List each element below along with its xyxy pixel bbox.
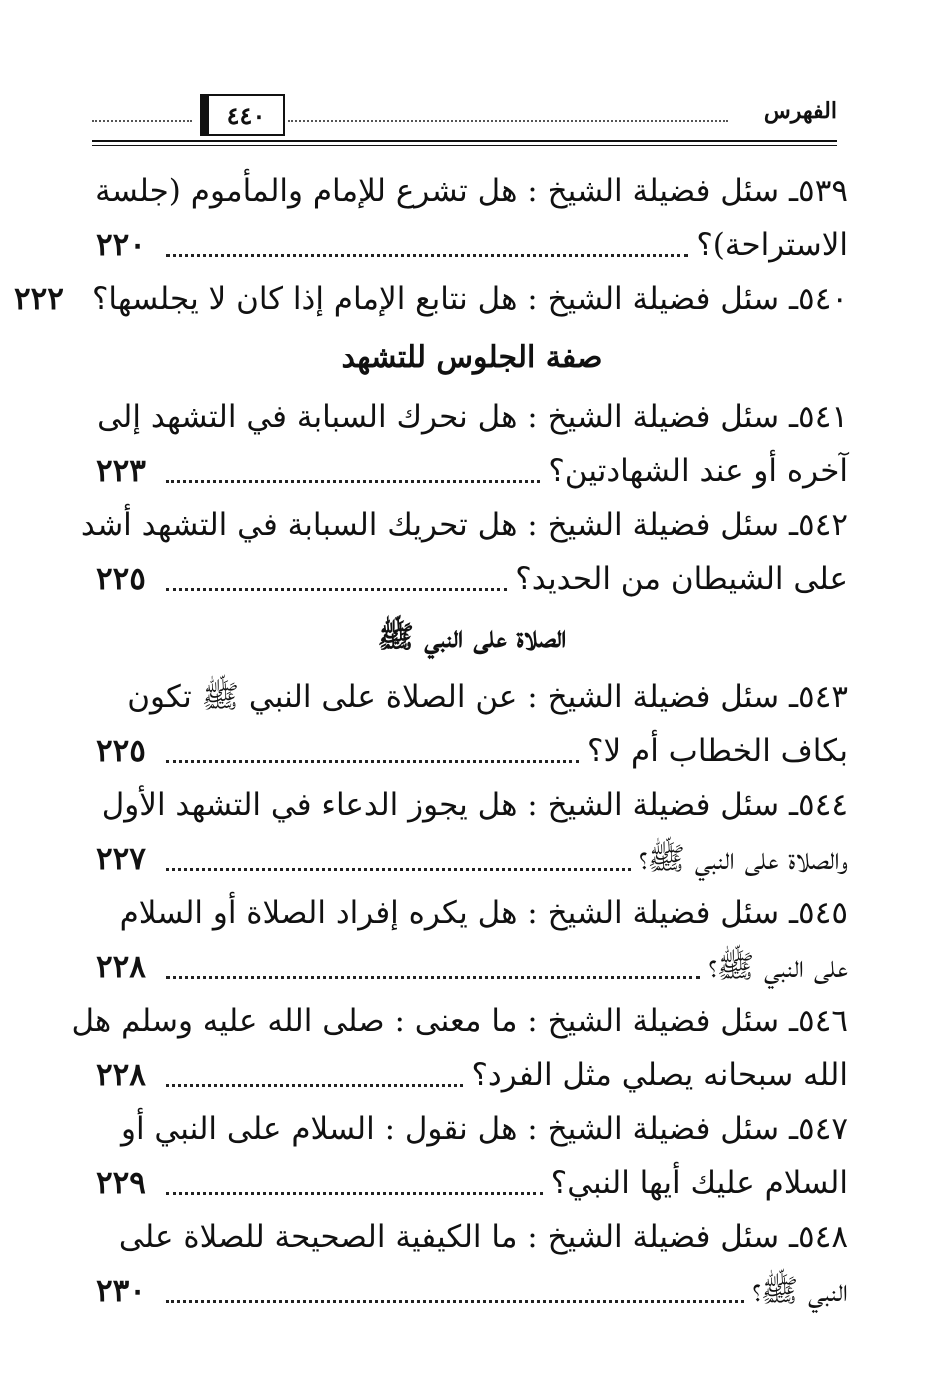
header-dotted-rule-right bbox=[288, 120, 728, 130]
toc-entry-text: بكاف الخطاب أم لا؟ bbox=[587, 733, 848, 769]
dot-leader bbox=[166, 253, 688, 257]
toc-entry-last-line bbox=[96, 1264, 848, 1318]
dot-leader bbox=[166, 1299, 744, 1303]
toc-entry-text: على الشيطان من الحديد؟ bbox=[515, 561, 848, 597]
toc-entry-text: ٥٣٩ـ سئل فضيلة الشيخ : هل تشرع للإمام والمأموم (جلسة bbox=[95, 173, 848, 209]
header-title: الفهرس bbox=[763, 98, 837, 124]
toc-page-number: ٢٢٢ bbox=[13, 281, 64, 317]
header-divider bbox=[92, 140, 837, 146]
dot-leader bbox=[166, 759, 579, 763]
toc-entry[interactable] bbox=[96, 670, 848, 778]
toc-entry[interactable] bbox=[80, 498, 848, 606]
toc-entry-last-line bbox=[96, 218, 848, 272]
toc-entry-text: ٥٤٢ـ سئل فضيلة الشيخ : هل تحريك السبابة في التشهد أشد bbox=[80, 507, 848, 543]
header-page-number: ٤٤٠ bbox=[200, 94, 285, 136]
header-dotted-rule-left bbox=[92, 120, 192, 130]
toc-entry-last-line bbox=[96, 1156, 848, 1210]
toc-page-number: ٢٢٧ bbox=[96, 841, 146, 877]
page-header bbox=[92, 88, 837, 154]
toc-entry-text: ٥٤٤ـ سئل فضيلة الشيخ : هل يجوز الدعاء في التشهد الأول bbox=[101, 787, 848, 823]
toc-entry[interactable] bbox=[96, 1210, 848, 1318]
section-heading: الصلاة على النبي ﷺ bbox=[377, 620, 567, 655]
toc-entry-text: الله سبحانه يصلي مثل الفرد؟ bbox=[471, 1057, 848, 1093]
toc-page-number: ٢٢٣ bbox=[96, 453, 146, 489]
toc-page-number: ٢٢٠ bbox=[96, 227, 146, 263]
toc-entry-text: السلام عليك أيها النبي؟ bbox=[550, 1165, 848, 1201]
toc-entry-last-line bbox=[96, 724, 848, 778]
dot-leader bbox=[166, 1191, 543, 1195]
toc-page-number: ٢٢٨ bbox=[96, 949, 146, 985]
toc-entry-last-line bbox=[96, 1048, 848, 1102]
toc-entry-text: النبي ﷺ؟ bbox=[752, 1273, 848, 1309]
toc-page-number: ٢٣٠ bbox=[96, 1273, 146, 1309]
toc-entry-text: ٥٤٥ـ سئل فضيلة الشيخ : هل يكره إفراد الصلاة أو السلام bbox=[119, 895, 848, 931]
toc-entry[interactable] bbox=[96, 164, 848, 272]
toc-entry-text: والصلاة على النبي ﷺ؟ bbox=[638, 841, 848, 877]
toc-entry-last-line bbox=[96, 940, 848, 994]
toc-page-number: ٢٢٩ bbox=[96, 1165, 146, 1201]
toc-entry-text: ٥٤١ـ سئل فضيلة الشيخ : هل نحرك السبابة في التشهد إلى bbox=[97, 399, 848, 435]
toc-entry-last-line bbox=[96, 832, 848, 886]
dot-leader bbox=[166, 587, 507, 591]
toc-entry[interactable] bbox=[96, 1102, 848, 1210]
toc-entry[interactable] bbox=[96, 390, 848, 498]
dot-leader bbox=[166, 479, 540, 483]
toc-entry-last-line bbox=[96, 552, 848, 606]
toc-entry-last-line bbox=[96, 444, 848, 498]
toc-page-number: ٢٢٥ bbox=[96, 561, 146, 597]
section-heading: صفة الجلوس للتشهد bbox=[341, 340, 603, 375]
toc-entry-text: آخره أو عند الشهادتين؟ bbox=[548, 453, 848, 489]
toc-entry-text: على النبي ﷺ؟ bbox=[708, 949, 848, 985]
toc-entry-text: ٥٤٨ـ سئل فضيلة الشيخ : ما الكيفية الصحيحة للصلاة على bbox=[118, 1219, 848, 1255]
toc-entry[interactable] bbox=[96, 886, 848, 994]
toc-entry-text: ٥٤٧ـ سئل فضيلة الشيخ : هل نقول : السلام على النبي أو bbox=[120, 1111, 848, 1147]
toc-entry[interactable] bbox=[13, 272, 848, 326]
toc-entry-text: الاستراحة)؟ bbox=[696, 227, 848, 263]
toc-entry[interactable] bbox=[96, 778, 848, 886]
toc-entry-text: ٥٤٠ـ سئل فضيلة الشيخ : هل نتابع الإمام إذا كان لا يجلسها؟ bbox=[91, 281, 848, 317]
toc-entry-text: ٥٤٣ـ سئل فضيلة الشيخ : عن الصلاة على النبي ﷺ تكون bbox=[127, 679, 848, 715]
toc-page-number: ٢٢٨ bbox=[96, 1057, 146, 1093]
toc-entry[interactable] bbox=[71, 994, 848, 1102]
dot-leader bbox=[166, 1083, 463, 1087]
toc-entry-text: ٥٤٦ـ سئل فضيلة الشيخ : ما معنى : صلى الله عليه وسلم هل bbox=[71, 1003, 848, 1039]
dot-leader bbox=[166, 975, 700, 979]
toc-entry-last-line bbox=[13, 272, 848, 326]
table-of-contents bbox=[13, 164, 848, 1318]
toc-page-number: ٢٢٥ bbox=[96, 733, 146, 769]
dot-leader bbox=[166, 867, 631, 871]
